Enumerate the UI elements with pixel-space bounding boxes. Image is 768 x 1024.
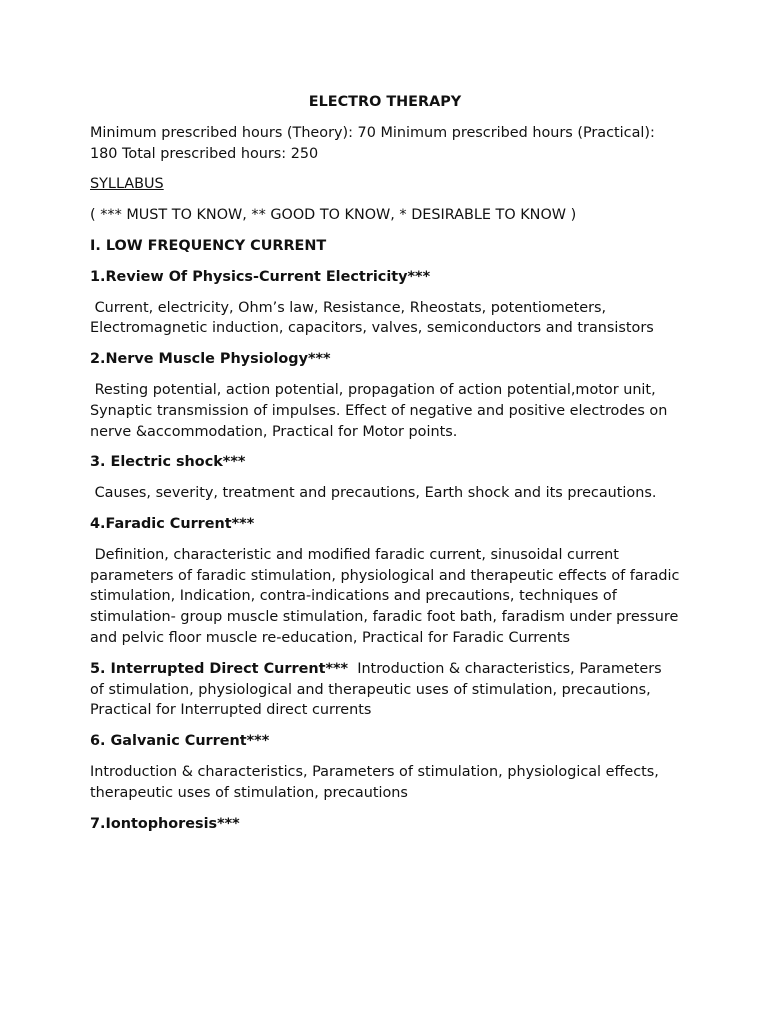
topic-body: Resting potential, action potential, propagation of action potential,motor unit, Synaptic transmission of impulses. Effect of negative and positive electrodes on nerve &accommodation, Practical for Motor points. (90, 381, 672, 440)
topic-paragraph-inline (90, 659, 680, 721)
document-title: ELECTRO THERAPY (308, 94, 462, 110)
topic-heading: 5. Interrupted Direct Current*** (90, 660, 349, 677)
topic-heading: 7.Iontophoresis*** (90, 815, 240, 832)
section-heading: I. LOW FREQUENCY CURRENT (90, 237, 327, 254)
topic-body: Definition, characteristic and modified faradic current, sinusoidal current parameters of faradic stimulation, physiological and therapeutic effects of faradic stimulation, Indication, contra-indications and precautions, techniques of stimulation- group muscle stimulation, faradic foot bath, faradism under pressure and pelvic floor muscle re-education, Practical for Faradic Currents (90, 546, 685, 646)
document-page (90, 92, 685, 844)
topic-body: Introduction & characteristics, Parameters of stimulation, physiological and therapeutic uses of stimulation, precautions, Practical for Interrupted direct currents (90, 660, 667, 719)
topic-heading: 3. Electric shock*** (90, 454, 246, 471)
priority-legend: ( *** MUST TO KNOW, ** GOOD TO KNOW, * DESIRABLE TO KNOW ) (90, 207, 577, 224)
topic-body: Causes, severity, treatment and precautions, Earth shock and its precautions. (90, 485, 657, 502)
prescribed-hours: Minimum prescribed hours (Theory): 70 Minimum prescribed hours (Practical): 180 Total prescribed hours: 250 (90, 124, 655, 162)
topic-body: Current, electricity, Ohm’s law, Resistance, Rheostats, potentiometers, Electromagnetic induction, capacitors, valves, semiconductors and transistors (90, 299, 654, 337)
topic-heading: 6. Galvanic Current*** (90, 733, 270, 750)
topic-heading: 1.Review Of Physics-Current Electricity*** (90, 268, 431, 285)
topic-heading: 4.Faradic Current*** (90, 515, 255, 532)
topic-body: Introduction & characteristics, Parameters of stimulation, physiological effects, therapeutic uses of stimulation, precautions (90, 763, 659, 801)
topic-heading: 2.Nerve Muscle Physiology*** (90, 351, 331, 368)
syllabus-label: SYLLABUS (90, 176, 164, 193)
